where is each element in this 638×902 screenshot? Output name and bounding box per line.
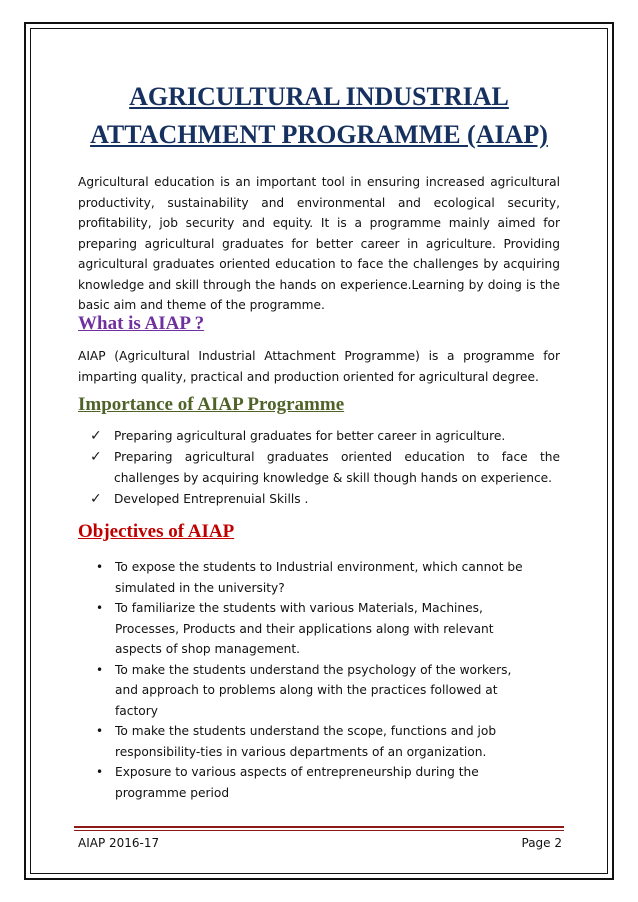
what-is-aiap-text: AIAP (Agricultural Industrial Attachment Programme) is a programme for imparting quality, practical and production oriented for agricultural degree. [78, 349, 560, 384]
importance-heading: Importance of AIAP Programme [78, 394, 345, 415]
list-item [96, 721, 536, 762]
footer-doc-label: AIAP 2016-17 [78, 836, 160, 850]
list-item-text: Preparing agricultural graduates for better career in agriculture. [114, 429, 506, 443]
check-icon: ✓ [90, 491, 102, 507]
footer-rule-thin [74, 830, 564, 831]
title-line-2: ATTACHMENT PROGRAMME (AIAP) [90, 120, 548, 149]
list-item-text: Preparing agricultural graduates oriented education to face the challenges by acquiring knowledge & skill though hands on experience. [114, 450, 560, 485]
footer-rule-thick [74, 826, 564, 828]
list-item [96, 660, 536, 722]
list-item-text: To make the students understand the psychology of the workers, and approach to problems along with the practices followed at factory [115, 662, 512, 718]
footer-page-number: Page 2 [521, 836, 562, 850]
list-item [96, 557, 536, 598]
check-icon: ✓ [90, 449, 102, 465]
bullet-icon: • [96, 724, 104, 738]
importance-list [90, 426, 560, 510]
objectives-list [96, 557, 536, 803]
list-item [96, 598, 536, 660]
list-item [90, 447, 560, 489]
list-item-text: To expose the students to Industrial environment, which cannot be simulated in the university? [115, 560, 523, 595]
check-icon: ✓ [90, 428, 102, 444]
what-is-aiap-heading: What is AIAP ? [78, 313, 205, 334]
bullet-icon: • [96, 601, 104, 615]
page-title [60, 78, 578, 154]
list-item [90, 426, 560, 447]
list-item-text: To make the students understand the scope, functions and job responsibility-ties in various departments of an organization. [115, 724, 497, 759]
bullet-icon: • [96, 765, 104, 779]
list-item-text: Developed Entreprenuial Skills . [114, 492, 309, 506]
intro-paragraph: Agricultural education is an important tool in ensuring increased agricultural productivity, sustainability and environmental and ecological security, profitability, job security and equity. It is a programme mainly aimed for preparing agricultural graduates for better career in agriculture. Providing agricultural graduates oriented education to face the challenges by acquiring knowledge and skill through the hands on experience.Learning by doing is the basic aim and theme of the programme. [78, 175, 560, 312]
list-item [96, 762, 536, 803]
list-item-text: To familiarize the students with various Materials, Machines, Processes, Products and their applications along with relevant aspects of shop management. [115, 601, 494, 656]
objectives-heading: Objectives of AIAP [78, 521, 235, 542]
list-item-text: Exposure to various aspects of entrepreneurship during the programme period [115, 765, 479, 800]
bullet-icon: • [96, 662, 104, 677]
bullet-icon: • [96, 560, 104, 574]
list-item [90, 489, 560, 510]
title-line-1: AGRICULTURAL INDUSTRIAL [129, 82, 509, 111]
